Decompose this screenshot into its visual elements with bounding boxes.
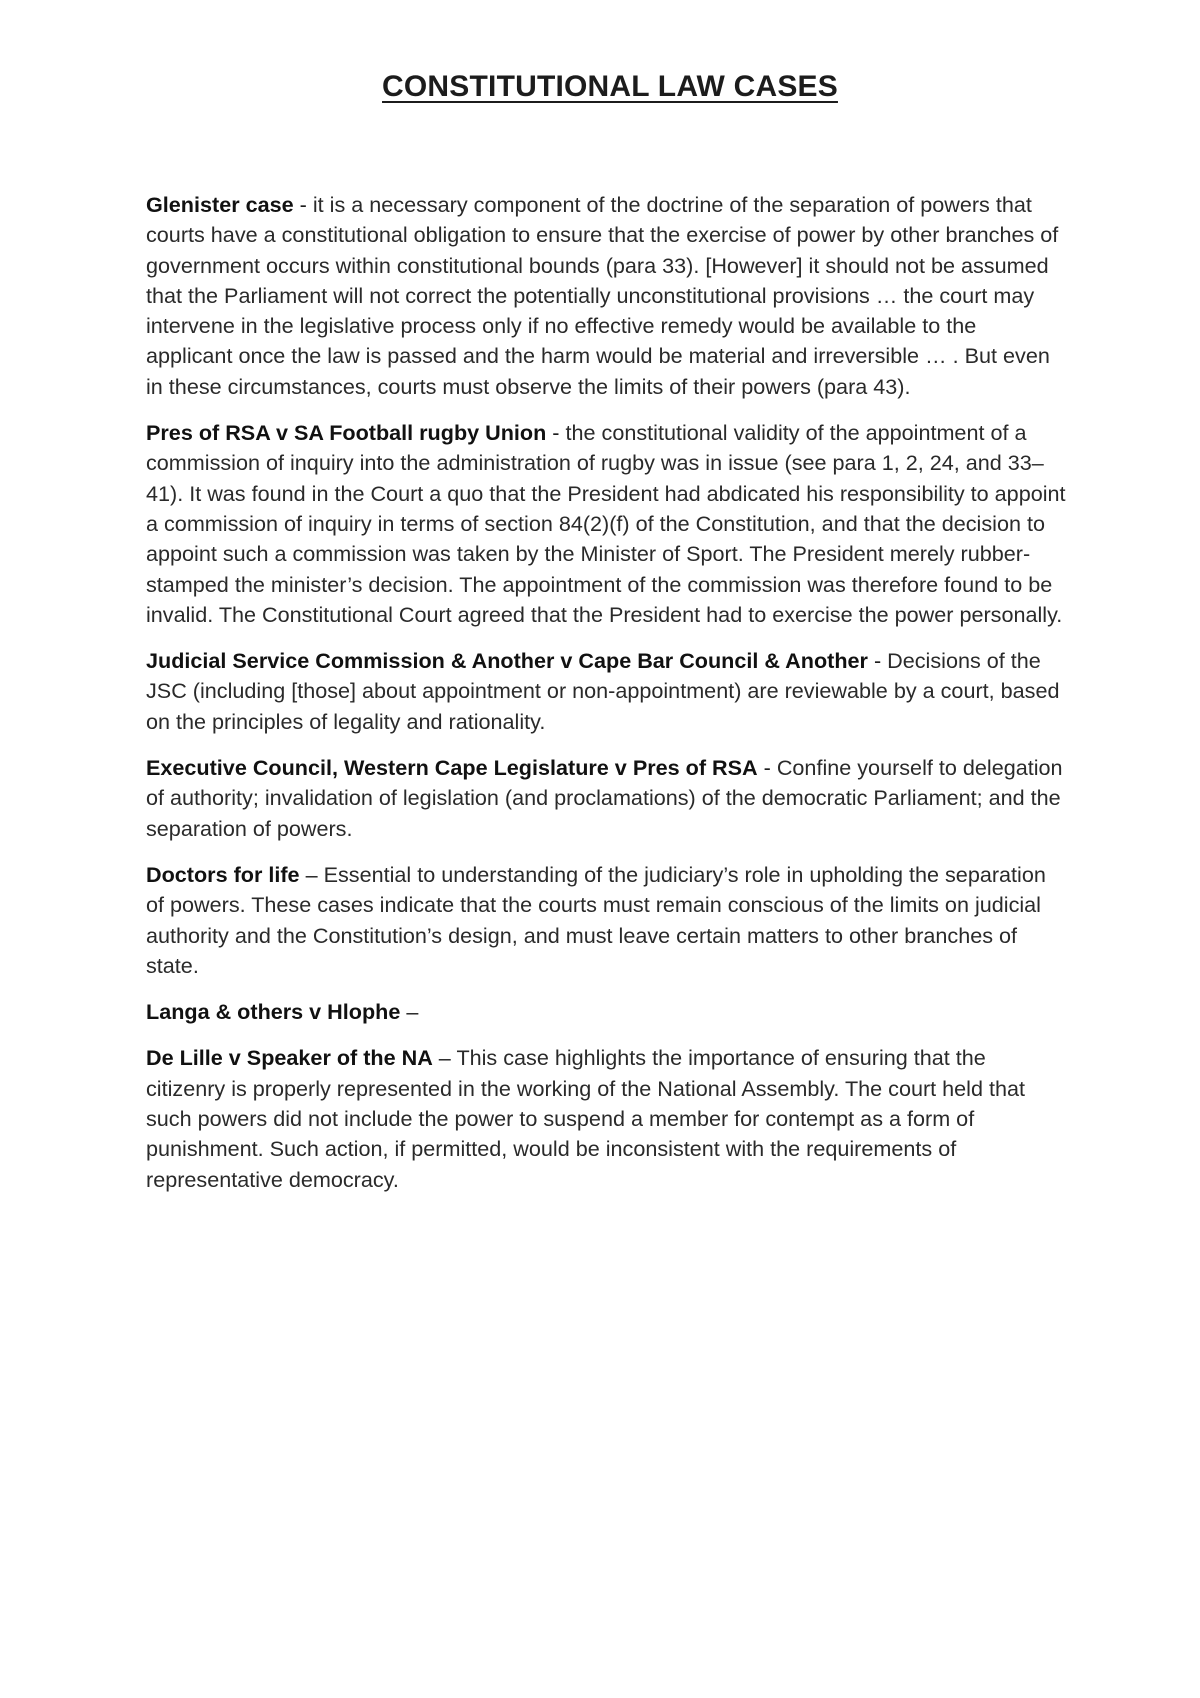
case-de-lille [146,1043,1066,1194]
case-name: Pres of RSA v SA Football rugby Union [146,420,547,446]
case-pres-rsa-sarfu [146,418,1066,630]
case-executive-council-western-cape [146,753,1066,844]
document-page [146,70,1066,1211]
document-title: CONSTITUTIONAL LAW CASES [382,70,838,103]
case-text: Essential to understanding of the judiciary’s role in upholding the separation of powers. These cases indicate that the courts must remain conscious of the limits on judicial authority and the Constitution’s design, and must leave certain matters to other branches of state. [146,861,1046,978]
case-separator: - [757,755,777,781]
case-name: Doctors for life [146,861,300,887]
case-langa-v-hlophe [146,997,1066,1027]
case-doctors-for-life [146,860,1066,981]
case-glenister [146,190,1066,402]
case-text: This case highlights the importance of ensuring that the citizenry is properly represented in the working of the National Assembly. The court held that such powers did not include the power to suspend a member for contempt as a form of punishment. Such action, if permitted, would be inconsistent with the requirements of representative democracy. [146,1045,1025,1192]
case-separator: - [867,648,888,674]
case-separator: – [299,861,324,887]
case-text: it is a necessary component of the doctrine of the separation of powers that courts have a constitutional obligation to ensure that the exercise of power by other branches of government occurs within constitutional bounds (para 33). [However] it should not be assumed that the Parliament will not correct the potentially unconstitutional provisions … the court may intervene in the legislative process only if no effective remedy would be available to the applicant once the law is passed and the harm would be material and irreversible … . But even in these circumstances, courts must observe the limits of their powers (para 43). [146,192,1059,399]
case-separator: – [432,1045,457,1071]
case-separator: - [293,192,313,217]
case-text: the constitutional validity of the appointment of a commission of inquiry into the administration of rugby was in issue (see para 1, 2, 24, and 33–41). It was found in the Court a quo that the President had abdicated his responsibility to appoint a commission of inquiry in terms of section 84(2)(f) of the Constitution, and that the decision to appoint such a commission was taken by the Minister of Sport. The President merely rubber-stamped the minister’s decision. The appointment of the commission was therefore found to be invalid. The Constitutional Court agreed that the President had to exercise the power personally. [146,420,1066,627]
case-separator: - [546,420,566,446]
case-separator: – [400,999,419,1025]
case-jsc-cape-bar [146,646,1066,737]
case-text: Decisions of the JSC (including [those] about appointment or non-appointment) are reviewable by a court, based on the principles of legality and rationality. [146,648,1060,734]
case-name: Glenister case [146,192,294,217]
case-name: Langa & others v Hlophe [146,999,401,1025]
case-name: Judicial Service Commission & Another v Cape Bar Council & Another [146,648,868,674]
case-name: De Lille v Speaker of the NA [146,1045,433,1071]
case-name: Executive Council, Western Cape Legislature v Pres of RSA [146,755,758,781]
case-text: Confine yourself to delegation of authority; invalidation of legislation (and proclamations) of the democratic Parliament; and the separation of powers. [146,755,1063,841]
